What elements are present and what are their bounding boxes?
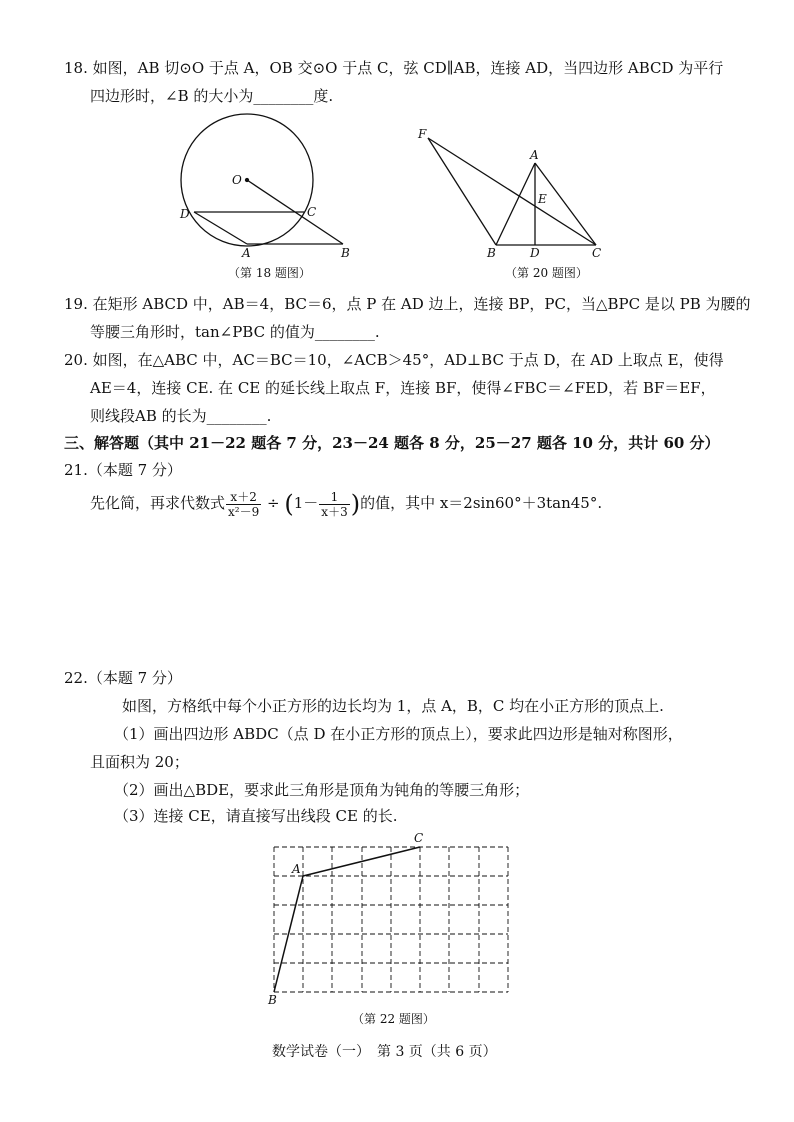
- fig20-label-b: B: [487, 246, 496, 260]
- segment-fb: [428, 138, 496, 245]
- fig20-caption: （第 20 题图）: [505, 266, 588, 280]
- q21-paren-open: (: [284, 490, 294, 518]
- q21-frac1-den: x²－9: [228, 504, 260, 519]
- fig20-label-d: D: [530, 246, 540, 260]
- fig22-label-b: B: [268, 993, 277, 1007]
- q18-line1: 18. 如图，AB 切⊙O 于点 A，OB 交⊙O 于点 C，弦 CD∥AB，连接 AD，当四边形 ABCD 为平行: [64, 59, 724, 77]
- fig20-label-c: C: [592, 246, 602, 260]
- fig18-label-o: O: [232, 173, 242, 187]
- fig18-label-c: C: [307, 205, 317, 219]
- q21-expression: [90, 486, 602, 521]
- q19-line1: 19. 在矩形 ABCD 中，AB＝4，BC＝6，点 P 在 AD 边上，连接 BP，PC，当△BPC 是以 PB 为腰的: [64, 295, 751, 313]
- fig22-label-c: C: [414, 831, 424, 845]
- fig20-label-e: E: [538, 192, 547, 206]
- figure-22-grid: [274, 847, 508, 992]
- fig18-caption: （第 18 题图）: [228, 266, 311, 280]
- q19-line2: 等腰三角形时，tan∠PBC 的值为________.: [90, 323, 380, 341]
- q20-line2: AE＝4，连接 CE. 在 CE 的延长线上取点 F，连接 BF，使得∠FBC＝∠FED，若 BF＝EF，: [90, 379, 716, 397]
- fig22-caption: （第 22 题图）: [352, 1012, 435, 1026]
- q22-intro: 如图，方格纸中每个小正方形的边长均为 1，点 A，B，C 均在小正方形的顶点上.: [122, 697, 664, 715]
- fig18-label-b: B: [341, 246, 350, 260]
- segment-ac: [303, 847, 420, 876]
- q21-frac1-num: x＋2: [226, 490, 261, 505]
- q21-header: 21.（本题 7 分）: [64, 461, 182, 479]
- q21-frac2-num: 1: [319, 490, 349, 505]
- figure-20: [428, 138, 596, 245]
- q21-suffix: 的值，其中 x＝2sin60°＋3tan45°.: [360, 494, 603, 512]
- q22-header: 22.（本题 7 分）: [64, 669, 182, 687]
- q21-one-minus: 1－: [293, 494, 319, 512]
- q22-item1-line1: （1）画出四边形 ABDC（点 D 在小正方形的顶点上），要求此四边形是轴对称图形，: [114, 725, 683, 743]
- fig18-label-a: A: [242, 246, 251, 260]
- q21-fraction-2: [319, 490, 349, 519]
- fig22-label-a: A: [292, 862, 301, 876]
- q21-div: ÷: [267, 494, 280, 512]
- fig18-label-d: D: [180, 207, 190, 221]
- q22-item1-line2: 且面积为 20；: [90, 753, 189, 771]
- figure-18: [181, 114, 343, 246]
- fig20-label-a: A: [530, 148, 539, 162]
- q21-prefix: 先化简，再求代数式: [90, 494, 226, 512]
- section3-title: 三、解答题（其中 21－22 题各 7 分，23－24 题各 8 分，25－27 题各 10 分，共计 60 分）: [64, 434, 720, 452]
- q21-paren-close: ): [350, 490, 361, 518]
- segment-fc: [428, 138, 596, 245]
- q20-line1: 20. 如图，在△ABC 中，AC＝BC＝10，∠ACB＞45°，AD⊥BC 于点 D，在 AD 上取点 E，使得: [64, 351, 724, 369]
- q21-frac2-den: x＋3: [321, 504, 348, 519]
- q20-line3: 则线段AB 的长为________.: [90, 407, 272, 425]
- page-footer: 数学试卷（一） 第 3 页（共 6 页）: [272, 1044, 497, 1060]
- q22-item2: （2）画出△BDE，要求此三角形是顶角为钝角的等腰三角形；: [114, 781, 530, 799]
- q18-line2: 四边形时，∠B 的大小为________度.: [90, 87, 334, 105]
- fig20-label-f: F: [418, 127, 427, 141]
- segment-ab: [496, 163, 535, 245]
- q22-item3: （3）连接 CE，请直接写出线段 CE 的长.: [114, 807, 398, 825]
- point-o: [246, 179, 249, 182]
- q21-fraction-1: [226, 490, 261, 519]
